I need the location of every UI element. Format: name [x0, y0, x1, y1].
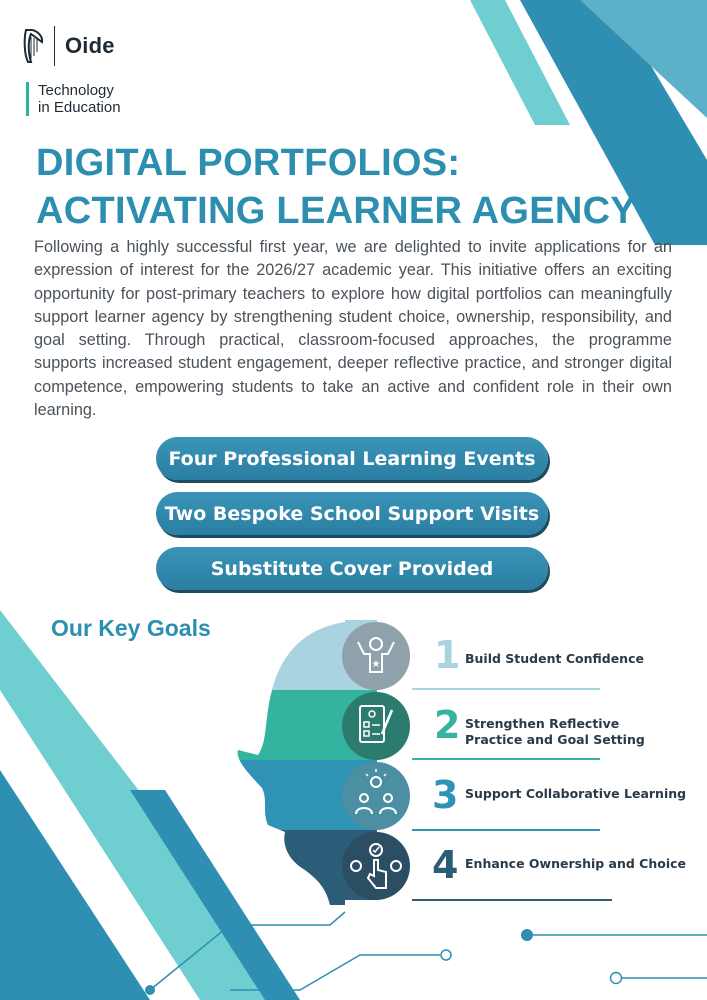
touch-choice-icon	[340, 830, 412, 902]
title-line1: DIGITAL PORTFOLIOS:	[36, 142, 461, 184]
goal-number-4: 4	[432, 843, 459, 887]
page-title	[36, 139, 656, 235]
confident-student-icon	[340, 620, 412, 692]
logo-divider	[54, 26, 55, 66]
goal-4-line1: Enhance Ownership and Choice	[465, 856, 687, 871]
subbrand-line1: Technology	[38, 82, 114, 99]
goal-number-1: 1	[434, 633, 461, 677]
goal-2-line2: Practice and Goal Setting	[465, 732, 645, 747]
goal-3-line1: Support Collaborative Learning	[465, 786, 687, 801]
goal-label-3	[465, 786, 686, 802]
goal-divider-1	[412, 688, 600, 690]
subbrand-line2: in Education	[38, 99, 121, 116]
checklist-icon	[340, 690, 412, 762]
svg-text:★: ★	[371, 659, 381, 670]
goal-divider-2	[412, 758, 600, 760]
collaboration-icon	[340, 760, 412, 832]
offer-pill-substitute-cover: Substitute Cover Provided	[156, 547, 548, 590]
subbrand	[26, 82, 121, 116]
goal-number-3: 3	[432, 773, 459, 817]
goal-2-line1: Strengthen Reflective	[465, 716, 620, 731]
goal-label-4	[465, 856, 686, 872]
offer-pill-learning-events: Four Professional Learning Events	[156, 437, 548, 480]
goal-1-line1: Build Student Confidence	[465, 651, 644, 666]
intro-paragraph: Following a highly successful first year, we are delighted to invite applications for an expression of interest for the 2026/27 academic year. This initiative offers an exciting opportunity for post-primary teachers to explore how digital portfolios can meaningfully support learner agency by strengthening student choice, ownership, responsibility, and goal setting. Through practical, classroom-focused approaches, the programme supports increased student engagement, deeper reflective practice, and stronger digital competence, empowering students to take an active and confident role in their own learning.	[34, 238, 672, 420]
goal-divider-3	[412, 829, 600, 831]
harp-icon	[22, 28, 46, 64]
goal-number-2: 2	[434, 703, 461, 747]
oide-logo	[22, 24, 115, 68]
goal-label-2	[465, 716, 645, 748]
title-line2: ACTIVATING LEARNER AGENCY	[36, 190, 637, 232]
brand-name: Oide	[65, 33, 115, 58]
offer-pill-support-visits: Two Bespoke School Support Visits	[156, 492, 548, 535]
goals-heading: Our Key Goals	[51, 615, 211, 641]
goal-divider-4	[412, 899, 612, 901]
goal-label-1	[465, 651, 644, 667]
